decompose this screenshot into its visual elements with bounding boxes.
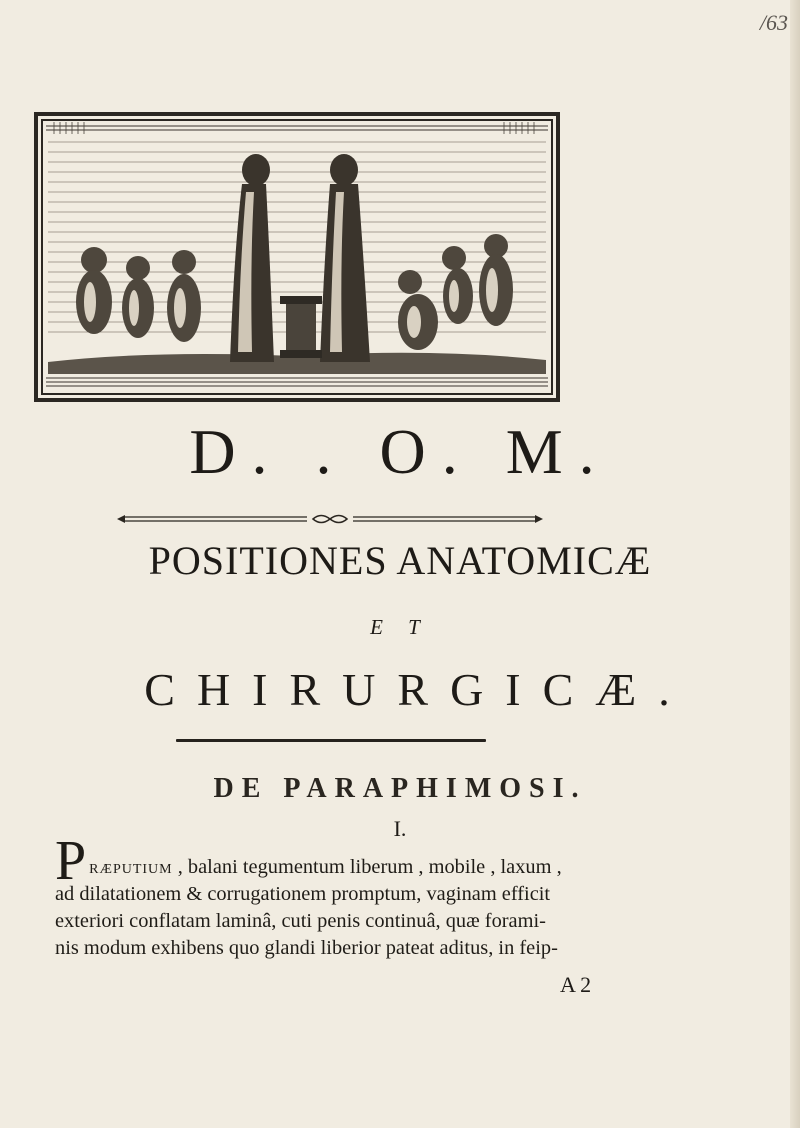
section-title: DE PARAPHIMOSI. <box>213 773 587 804</box>
section-number: I. <box>393 816 407 841</box>
invocation-heading: D. . O. M. <box>189 416 611 487</box>
drop-cap: P <box>55 830 87 892</box>
line-1-text: , balani tegumentum liberum , mobile , laxum , <box>177 856 562 878</box>
title-conjunction: E T <box>370 615 430 639</box>
paragraph-line-2: ad dilatationem & corrugationem promptum, vaginam efficit <box>55 883 551 905</box>
paragraph-line-3: exteriori conflatam laminâ, cuti penis continuâ, quæ forami- <box>55 910 546 932</box>
main-title: POSITIONES ANATOMICÆ <box>148 538 652 583</box>
classical-engraving-image <box>34 112 560 402</box>
paragraph-line-4: nis modum exhibens quo glandi liberior pateat aditus, in feip- <box>55 937 558 959</box>
ornamental-rule <box>117 512 543 526</box>
subtitle: CHIRURGICÆ. <box>144 664 692 715</box>
paragraph-line-1 <box>55 830 645 892</box>
section-divider <box>176 739 486 742</box>
lead-word: ræputium <box>89 856 173 878</box>
signature-mark: A 2 <box>560 972 592 997</box>
body-paragraph <box>55 830 645 962</box>
page-number: /63 <box>759 10 788 35</box>
